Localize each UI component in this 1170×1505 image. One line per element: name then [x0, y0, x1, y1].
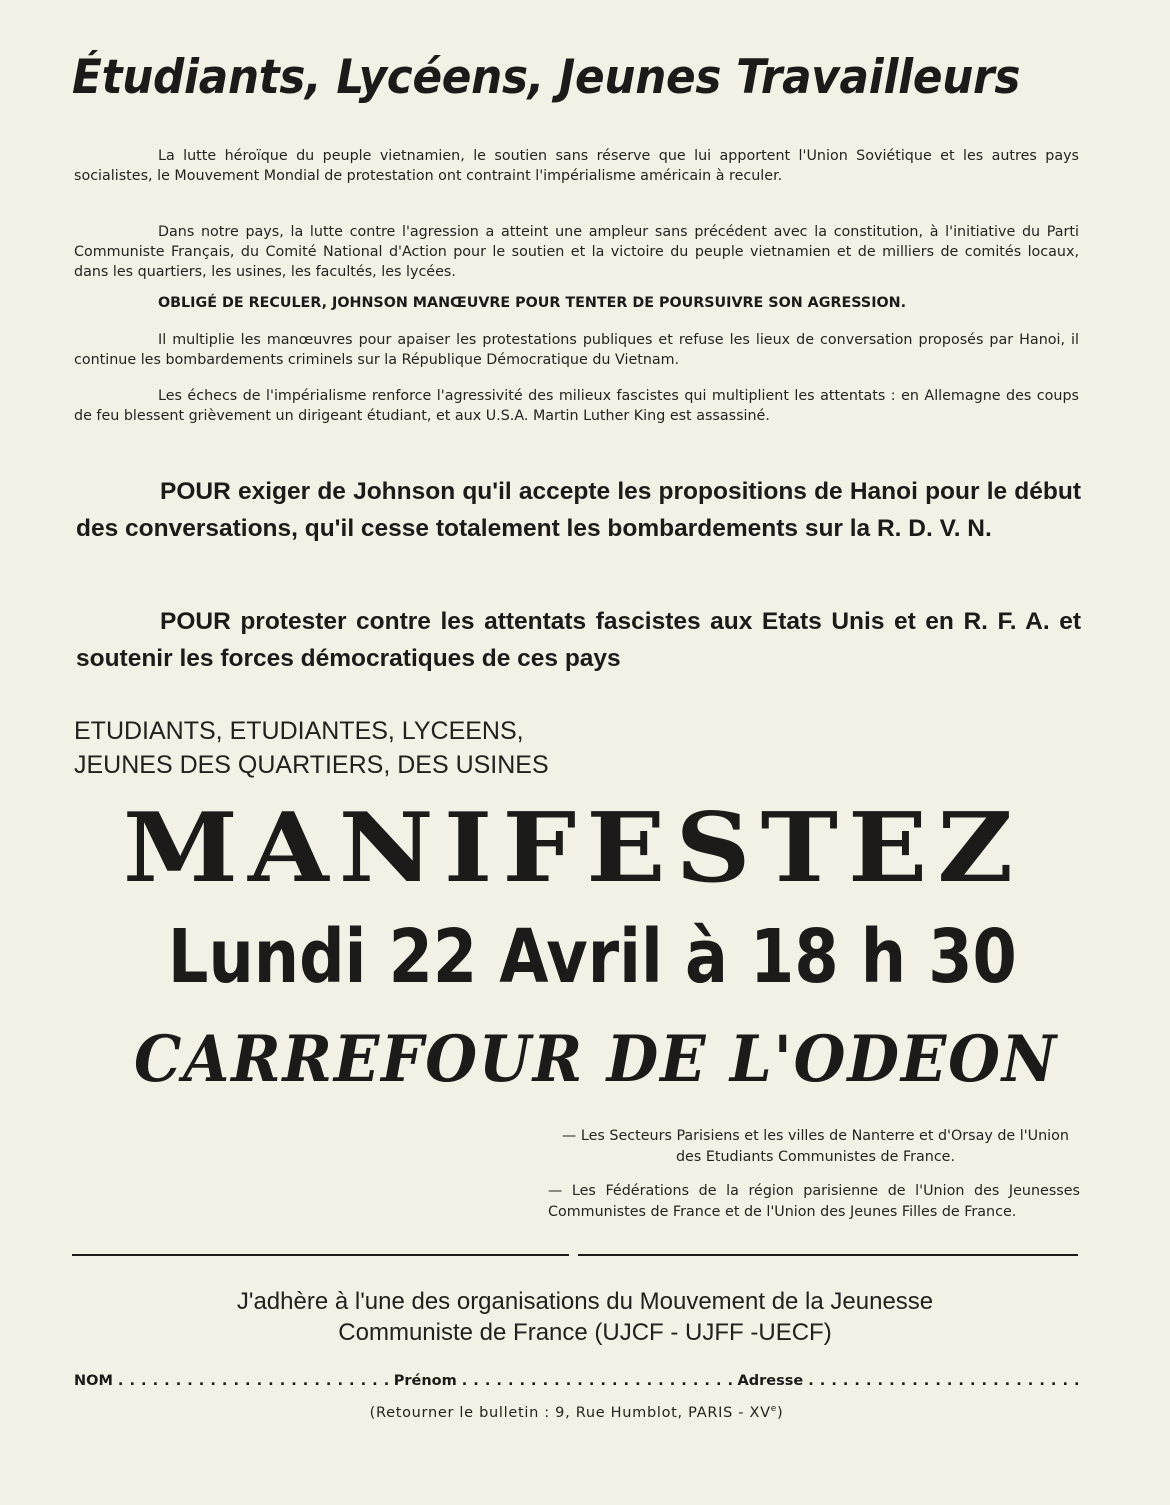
adresse-label: Adresse: [737, 1373, 804, 1389]
return-note: (Retourner le bulletin : 9, Rue Humblot, PARIS - XV: [369, 1404, 771, 1421]
audience-line: ETUDIANTS, ETUDIANTES, LYCEENS,: [74, 717, 524, 745]
return-note-superscript: e: [770, 1404, 778, 1414]
nom-field[interactable]: [118, 1370, 389, 1392]
audience-address: [74, 714, 549, 782]
demand-protest-attacks: POUR protester contre les attentats fascistes aux Etats Unis et en R. F. A. et soutenir les forces démocratiques de ces pays: [76, 608, 1081, 672]
return-instructions: [74, 1404, 1079, 1421]
prenom-label: Prénom: [393, 1373, 457, 1389]
paragraph-france-struggle: Dans notre pays, la lutte contre l'agression a atteint une ampleur sans précédent avec la constitution, à l'initiative du Parti Communiste Français, du Comité National d'Action pour le soutien et la victoire du peuple vietnamien et de milliers de comités locaux, dans les quartiers, les usines, les facultés, les lycées.: [74, 224, 1079, 280]
membership-form: [74, 1370, 1079, 1392]
johnson-headline: OBLIGÉ DE RECULER, JOHNSON MANŒUVRE POUR TENTER DE POURSUIVRE SON AGRESSION.: [158, 295, 907, 311]
paragraph-manoeuvres: Il multiplie les manœuvres pour apaiser les protestations publiques et refuse les lieux de conversation proposés par Hanoi, il continue les bombardements criminels sur la République Démocratique du Vietnam.: [74, 332, 1079, 368]
nom-label: NOM: [74, 1373, 113, 1389]
call-to-action: MANIFESTEZ: [122, 790, 1024, 905]
membership-line: Communiste de France (UJCF - UJFF -UECF): [338, 1319, 832, 1346]
adresse-field[interactable]: [808, 1370, 1079, 1392]
signatory-uecf: — Les Secteurs Parisiens et les villes de Nanterre et d'Orsay de l'Union des Etudiants Communistes de France.: [562, 1128, 1069, 1165]
divider-right: [578, 1254, 1078, 1256]
membership-statement: [100, 1286, 1070, 1348]
event-datetime: Lundi 22 Avril à 18 h 30: [167, 914, 1017, 1000]
audience-line: JEUNES DES QUARTIERS, DES USINES: [74, 751, 549, 779]
return-note-end: ): [777, 1404, 784, 1421]
paragraph-vietnam-struggle: La lutte héroïque du peuple vietnamien, le soutien sans réserve que lui apportent l'Union Soviétique et les autres pays socialistes, le Mouvement Mondial de protestation ont contraint l'impérialisme américain à reculer.: [74, 148, 1079, 184]
prenom-field[interactable]: [462, 1370, 733, 1392]
signatory-ujcf-ujff: — Les Fédérations de la région parisienne de l'Union des Jeunesses Communistes de France et de l'Union des Jeunes Filles de France.: [548, 1183, 1080, 1220]
divider-left: [72, 1254, 569, 1256]
membership-line: J'adhère à l'une des organisations du Mouvement de la Jeunesse: [236, 1288, 934, 1315]
page-title: Étudiants, Lycéens, Jeunes Travailleurs: [72, 50, 1021, 105]
event-place: CARREFOUR DE L'ODEON: [133, 1022, 1059, 1097]
paragraph-fascist-attacks: Les échecs de l'impérialisme renforce l'agressivité des milieux fascistes qui multiplient les attentats : en Allemagne des coups de feu blessent grièvement un dirigeant étudiant, et aux U.S.A. Martin Luther King est assassiné.: [74, 388, 1079, 424]
demand-hanoi-proposals: POUR exiger de Johnson qu'il accepte les propositions de Hanoi pour le début des conversations, qu'il cesse totalement les bombardements sur la R. D. V. N.: [76, 478, 1081, 542]
